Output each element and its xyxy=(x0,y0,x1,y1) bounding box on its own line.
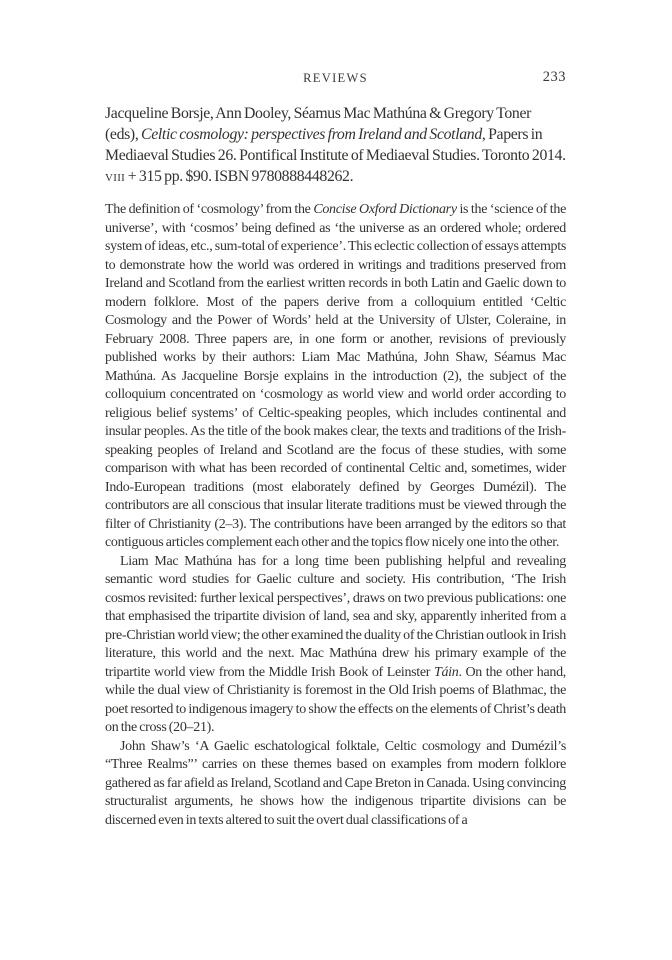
text-run-italic: Celtic cosmology: perspectives from Ireland and Scotland xyxy=(141,126,482,143)
text-run: Jacqueline Borsje, Ann Dooley, Séamus Mac Mathúna & Gregory Toner (eds), xyxy=(105,105,532,143)
text-run: . On the other hand, while the dual view of Christianity is foremost in the Old Irish poems of Blathmac, the poet resorted to indigenous imagery to show the effects on the elements of Christ’s death on the cross (20–21). xyxy=(105,664,567,735)
text-run: + 315 pp. $90. ISBN 9780888448262. xyxy=(125,168,354,185)
book-citation xyxy=(105,103,566,187)
review-paragraph xyxy=(105,738,566,831)
running-head xyxy=(105,71,566,87)
text-run: The definition of ‘cosmology’ from the xyxy=(105,202,314,217)
page-number: 233 xyxy=(542,69,566,85)
text-run: John Shaw’s ‘A Gaelic eschatological folktale, Celtic cosmology and Dumézil’s “Three Realms”’ carries on these themes based on examples from modern folklore gathered as far afield as Ireland, Scotland and Cape Breton in Canada. Using convincing structuralist arguments, he shows how the indigenous tripartite divisions can be discerned even in texts altered to suit the overt dual classifications of a xyxy=(105,738,566,828)
text-run-italic: Táin xyxy=(433,664,459,680)
text-run-italic: Concise Oxford Dictionary xyxy=(313,202,457,217)
review-body xyxy=(105,201,566,830)
review-paragraph xyxy=(105,553,566,738)
text-run: is the ‘science of the universe’, with ‘cosmos’ being defined as ‘the universe as an ordered whole; ordered system of ideas, etc., sum-total of experience’. This eclectic collection of essays attempts to demonstrate how the world was ordered in writings and traditions preserved from Ireland and Scotland from the earliest written records in both Latin and Gaelic down to modern folklore. Most of the papers derive from a colloquium entitled ‘Celtic Cosmology and the Power of Words’ held at the University of Ulster, Coleraine, in February 2008. Three papers are, in one form or another, revisions of previously published works by their authors: Liam Mac Mathúna, John Shaw, Séamus Mac Mathúna. As Jacqueline Borsje explains in the introduction (2), the subject of the colloquium concentrated on ‘cosmology as world view and world order according to religious belief systems’ of Celtic-speaking peoples, which includes continental and insular peoples. As the title of the book makes clear, the texts and traditions of the Irish-speaking peoples of Ireland and Scotland are the focus of these studies, with some comparison with what has been recorded of continental Celtic and, sometimes, wider Indo-European traditions (most elaborately defined by Georges Dumézil). The contributors are all conscious that insular literate traditions must be viewed through the filter of Christianity (2–3). The contributions have been arranged by the editors so that contiguous articles complement each other and the topics flow nicely one into the other. xyxy=(105,202,566,550)
running-title: REVIEWS xyxy=(303,71,368,85)
text-run: , Papers in Mediaeval Studies 26. Pontifical Institute of Mediaeval Studies. Toronto 2014. xyxy=(105,126,566,164)
text-column xyxy=(105,71,566,830)
review-paragraph xyxy=(105,201,566,553)
text-run-smallcaps: viii xyxy=(105,168,126,185)
text-run: Liam Mac Mathúna has for a long time been publishing helpful and revealing semantic word studies for Gaelic culture and society. His contribution, ‘The Irish cosmos revisited: further lexical perspectives’, draws on two previous publications: one that emphasised the tripartite division of land, sea and sky, apparently inherited from a pre-Christian world view; the other examined the duality of the Christian outlook in Irish literature, this world and the next. Mac Mathúna drew his primary example of the tripartite world view from the Middle Irish Book of Leinster xyxy=(105,553,566,680)
